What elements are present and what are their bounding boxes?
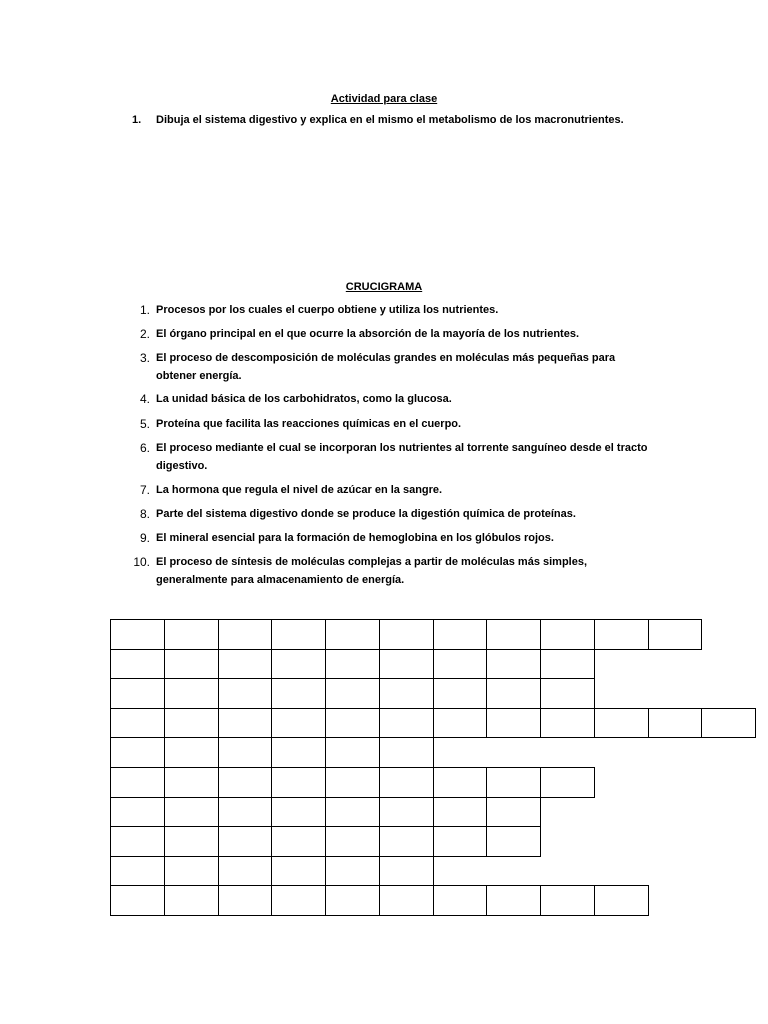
- clue-text-continuation: digestivo.: [156, 460, 208, 472]
- crossword-cell[interactable]: [110, 856, 165, 887]
- clue-text: La hormona que regula el nivel de azúcar en la sangre.: [156, 484, 443, 496]
- crossword-cell[interactable]: [325, 737, 380, 768]
- crossword-cell[interactable]: [325, 619, 380, 650]
- crossword-cell[interactable]: [325, 885, 380, 916]
- crossword-cell[interactable]: [110, 649, 165, 680]
- crossword-cell[interactable]: [379, 885, 434, 916]
- crossword-cell[interactable]: [164, 737, 219, 768]
- crossword-cell[interactable]: [218, 885, 273, 916]
- crossword-cell[interactable]: [433, 826, 488, 857]
- crossword-cell[interactable]: [648, 708, 703, 739]
- crossword-cell[interactable]: [218, 856, 273, 887]
- crossword-cell[interactable]: [110, 737, 165, 768]
- crossword-cell[interactable]: [271, 619, 326, 650]
- crossword-cell[interactable]: [325, 856, 380, 887]
- crossword-cell[interactable]: [433, 797, 488, 828]
- crossword-cell[interactable]: [271, 678, 326, 709]
- crossword-cell[interactable]: [218, 797, 273, 828]
- clue-number: 7.: [139, 483, 150, 497]
- crossword-cell[interactable]: [271, 826, 326, 857]
- crossword-cell[interactable]: [110, 767, 165, 798]
- clue-number: 9.: [139, 531, 150, 545]
- clue-text: La unidad básica de los carbohidratos, como la glucosa.: [156, 393, 452, 405]
- crossword-cell[interactable]: [594, 885, 649, 916]
- clue-text-continuation: obtener energía.: [156, 370, 242, 382]
- crossword-cell[interactable]: [379, 797, 434, 828]
- crossword-cell[interactable]: [110, 826, 165, 857]
- crossword-cell[interactable]: [594, 619, 649, 650]
- clue-number: 2.: [139, 327, 150, 341]
- clue-text: El mineral esencial para la formación de hemoglobina en los glóbulos rojos.: [156, 532, 554, 544]
- crossword-cell[interactable]: [164, 885, 219, 916]
- crossword-cell[interactable]: [325, 649, 380, 680]
- crossword-cell[interactable]: [379, 826, 434, 857]
- crossword-cell[interactable]: [486, 885, 541, 916]
- activity-item-text: Dibuja el sistema digestivo y explica en el mismo el metabolismo de los macronutrientes.: [156, 114, 624, 126]
- crossword-cell[interactable]: [110, 885, 165, 916]
- crossword-cell[interactable]: [325, 797, 380, 828]
- crossword-title: CRUCIGRAMA: [345, 281, 423, 293]
- crossword-cell[interactable]: [433, 619, 488, 650]
- crossword-cell[interactable]: [486, 619, 541, 650]
- crossword-cell[interactable]: [486, 826, 541, 857]
- crossword-cell[interactable]: [110, 797, 165, 828]
- crossword-cell[interactable]: [486, 767, 541, 798]
- crossword-cell[interactable]: [486, 649, 541, 680]
- crossword-cell[interactable]: [540, 678, 595, 709]
- crossword-cell[interactable]: [379, 619, 434, 650]
- crossword-cell[interactable]: [486, 708, 541, 739]
- crossword-cell[interactable]: [218, 826, 273, 857]
- crossword-cell[interactable]: [271, 797, 326, 828]
- clue-text: Proteína que facilita las reacciones químicas en el cuerpo.: [156, 418, 462, 430]
- crossword-cell[interactable]: [110, 619, 165, 650]
- clue-number: 8.: [139, 507, 150, 521]
- crossword-cell[interactable]: [325, 708, 380, 739]
- crossword-cell[interactable]: [648, 619, 703, 650]
- crossword-cell[interactable]: [164, 619, 219, 650]
- crossword-cell[interactable]: [218, 708, 273, 739]
- crossword-cell[interactable]: [164, 649, 219, 680]
- crossword-cell[interactable]: [271, 885, 326, 916]
- crossword-cell[interactable]: [379, 649, 434, 680]
- crossword-cell[interactable]: [218, 737, 273, 768]
- crossword-cell[interactable]: [379, 767, 434, 798]
- crossword-cell[interactable]: [164, 678, 219, 709]
- activity-item-number: 1.: [132, 114, 142, 126]
- crossword-cell[interactable]: [325, 678, 380, 709]
- crossword-cell[interactable]: [325, 826, 380, 857]
- clue-text: El proceso de descomposición de moléculas grandes en moléculas más pequeñas para: [156, 352, 616, 364]
- clue-number: 6.: [139, 441, 150, 455]
- crossword-cell[interactable]: [271, 737, 326, 768]
- crossword-cell[interactable]: [540, 619, 595, 650]
- crossword-cell[interactable]: [540, 708, 595, 739]
- clue-text: Parte del sistema digestivo donde se produce la digestión química de proteínas.: [156, 508, 576, 520]
- crossword-cell[interactable]: [540, 885, 595, 916]
- crossword-cell[interactable]: [379, 708, 434, 739]
- clue-text: Procesos por los cuales el cuerpo obtiene y utiliza los nutrientes.: [156, 304, 499, 316]
- clue-number: 3.: [139, 351, 150, 365]
- clue-text: El proceso de síntesis de moléculas complejas a partir de moléculas más simples,: [156, 556, 588, 568]
- crossword-cell[interactable]: [433, 678, 488, 709]
- crossword-cell[interactable]: [164, 826, 219, 857]
- clue-text-continuation: generalmente para almacenamiento de energía.: [156, 574, 405, 586]
- crossword-cell[interactable]: [594, 708, 649, 739]
- crossword-cell[interactable]: [271, 856, 326, 887]
- crossword-cell[interactable]: [218, 649, 273, 680]
- crossword-cell[interactable]: [540, 649, 595, 680]
- crossword-cell[interactable]: [433, 649, 488, 680]
- clue-number: 5.: [139, 417, 150, 431]
- crossword-cell[interactable]: [164, 856, 219, 887]
- crossword-cell[interactable]: [540, 767, 595, 798]
- crossword-cell[interactable]: [271, 767, 326, 798]
- clue-number: 1.: [139, 303, 150, 317]
- clue-number: 4.: [139, 392, 150, 406]
- crossword-cell[interactable]: [218, 678, 273, 709]
- crossword-cell[interactable]: [218, 767, 273, 798]
- crossword-cell[interactable]: [379, 856, 434, 887]
- crossword-cell[interactable]: [110, 678, 165, 709]
- crossword-cell[interactable]: [218, 619, 273, 650]
- crossword-cell[interactable]: [164, 767, 219, 798]
- crossword-cell[interactable]: [271, 649, 326, 680]
- crossword-cell[interactable]: [325, 767, 380, 798]
- crossword-cell[interactable]: [164, 708, 219, 739]
- crossword-cell[interactable]: [379, 678, 434, 709]
- crossword-cell[interactable]: [433, 885, 488, 916]
- crossword-cell[interactable]: [701, 708, 756, 739]
- crossword-cell[interactable]: [433, 708, 488, 739]
- crossword-cell[interactable]: [433, 767, 488, 798]
- activity-title: Actividad para clase: [330, 93, 438, 105]
- crossword-cell[interactable]: [486, 678, 541, 709]
- clue-text: El proceso mediante el cual se incorporan los nutrientes al torrente sanguíneo desde el tracto: [156, 442, 648, 454]
- clue-text: El órgano principal en el que ocurre la absorción de la mayoría de los nutrientes.: [156, 328, 580, 340]
- clue-number: 10.: [133, 555, 150, 569]
- crossword-cell[interactable]: [110, 708, 165, 739]
- crossword-cell[interactable]: [379, 737, 434, 768]
- crossword-cell[interactable]: [271, 708, 326, 739]
- crossword-cell[interactable]: [164, 797, 219, 828]
- crossword-cell[interactable]: [486, 797, 541, 828]
